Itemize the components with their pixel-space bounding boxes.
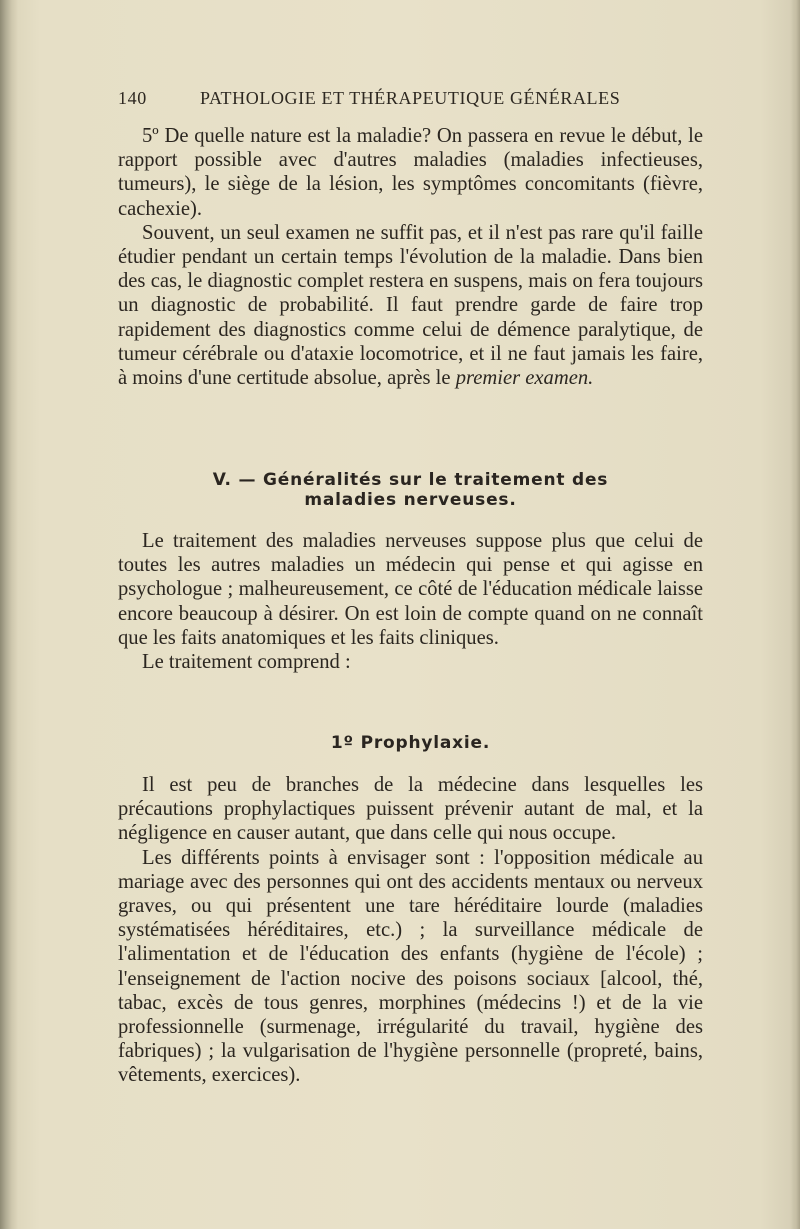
- page-number: 140: [118, 88, 147, 108]
- section-v-heading-line2: maladies nerveuses.: [304, 490, 517, 510]
- text-block-prophylaxie: [118, 773, 703, 1088]
- paragraph-prophylaxie-intro: Il est peu de branches de la médecine dans lesquelles les précautions prophylactiques puissent prévenir autant de mal, et la négligence en causer autant, que dans celle qui nous occupe.: [118, 774, 703, 845]
- section-v-heading: [118, 470, 703, 510]
- paragraph-examen-italic: premier examen.: [455, 367, 594, 390]
- paragraph-examen-text: Souvent, un seul examen ne suffit pas, et il n'est pas rare qu'il faille étudier pendant un certain temps l'évolution de la maladie. Dans bien des cas, le diagnostic complet restera en suspens, mais on fera toujours un diagnostic de probabilité. Il faut prendre garde de faire trop rapidement des diagnostics comme celui de démence paralytique, de tumeur cérébrale ou d'ataxie locomotrice, et il ne faut jamais les faire, à moins d'une certitude absolue, après le: [118, 221, 703, 390]
- paragraph-nature-maladie: 5º De quelle nature est la maladie? On passera en revue le début, le rapport possible avec d'autres maladies (maladies infectieuses, tumeurs), le siège de la lésion, les symptômes concomitants (fièvre, cachexie).: [118, 125, 703, 220]
- text-block-traitement: [118, 529, 703, 674]
- page-edge-shadow: [790, 0, 800, 1229]
- paragraph-prophylaxie-points: Les différents points à envisager sont : l'opposition médicale au mariage avec des personnes qui ont des accidents mentaux ou nerveux graves, ou qui présentent une tare héréditaire lourde (maladies systématisées héréditaires, etc.) ; la surveillance médicale de l'alimentation et de l'éducation des enfants (hygiène de l'école) ; l'enseignement de l'action nocive des poisons sociaux [alcool, thé, tabac, excès de tous genres, morphines (médecins !) et de la vie professionnelle (surmenage, irrégularité du travail, hygiène des fabriques) ; la vulgarisation de l'hygiène personnelle (propreté, bains, vêtements, exercices).: [118, 846, 703, 1087]
- paragraph-traitement-comprend: Le traitement comprend :: [142, 651, 351, 674]
- paragraph-traitement: Le traitement des maladies nerveuses suppose plus que celui de toutes les autres maladies un médecin qui pense et qui agisse en psychologue ; malheureusement, ce côté de l'éducation médicale laisse encore beaucoup à désirer. On est loin de compte quand on ne connaît que les faits anatomiques et les faits cliniques.: [118, 530, 703, 649]
- section-prophylaxie-heading: 1º Prophylaxie.: [330, 733, 491, 753]
- page-binding-shadow: [0, 0, 18, 1229]
- paragraph-examen: [118, 221, 703, 390]
- text-block-intro: [118, 124, 703, 390]
- running-title: PATHOLOGIE ET THÉRAPEUTIQUE GÉNÉRALES: [200, 88, 621, 108]
- section-v-heading-line1: V. — Généralités sur le traitement des: [212, 470, 609, 490]
